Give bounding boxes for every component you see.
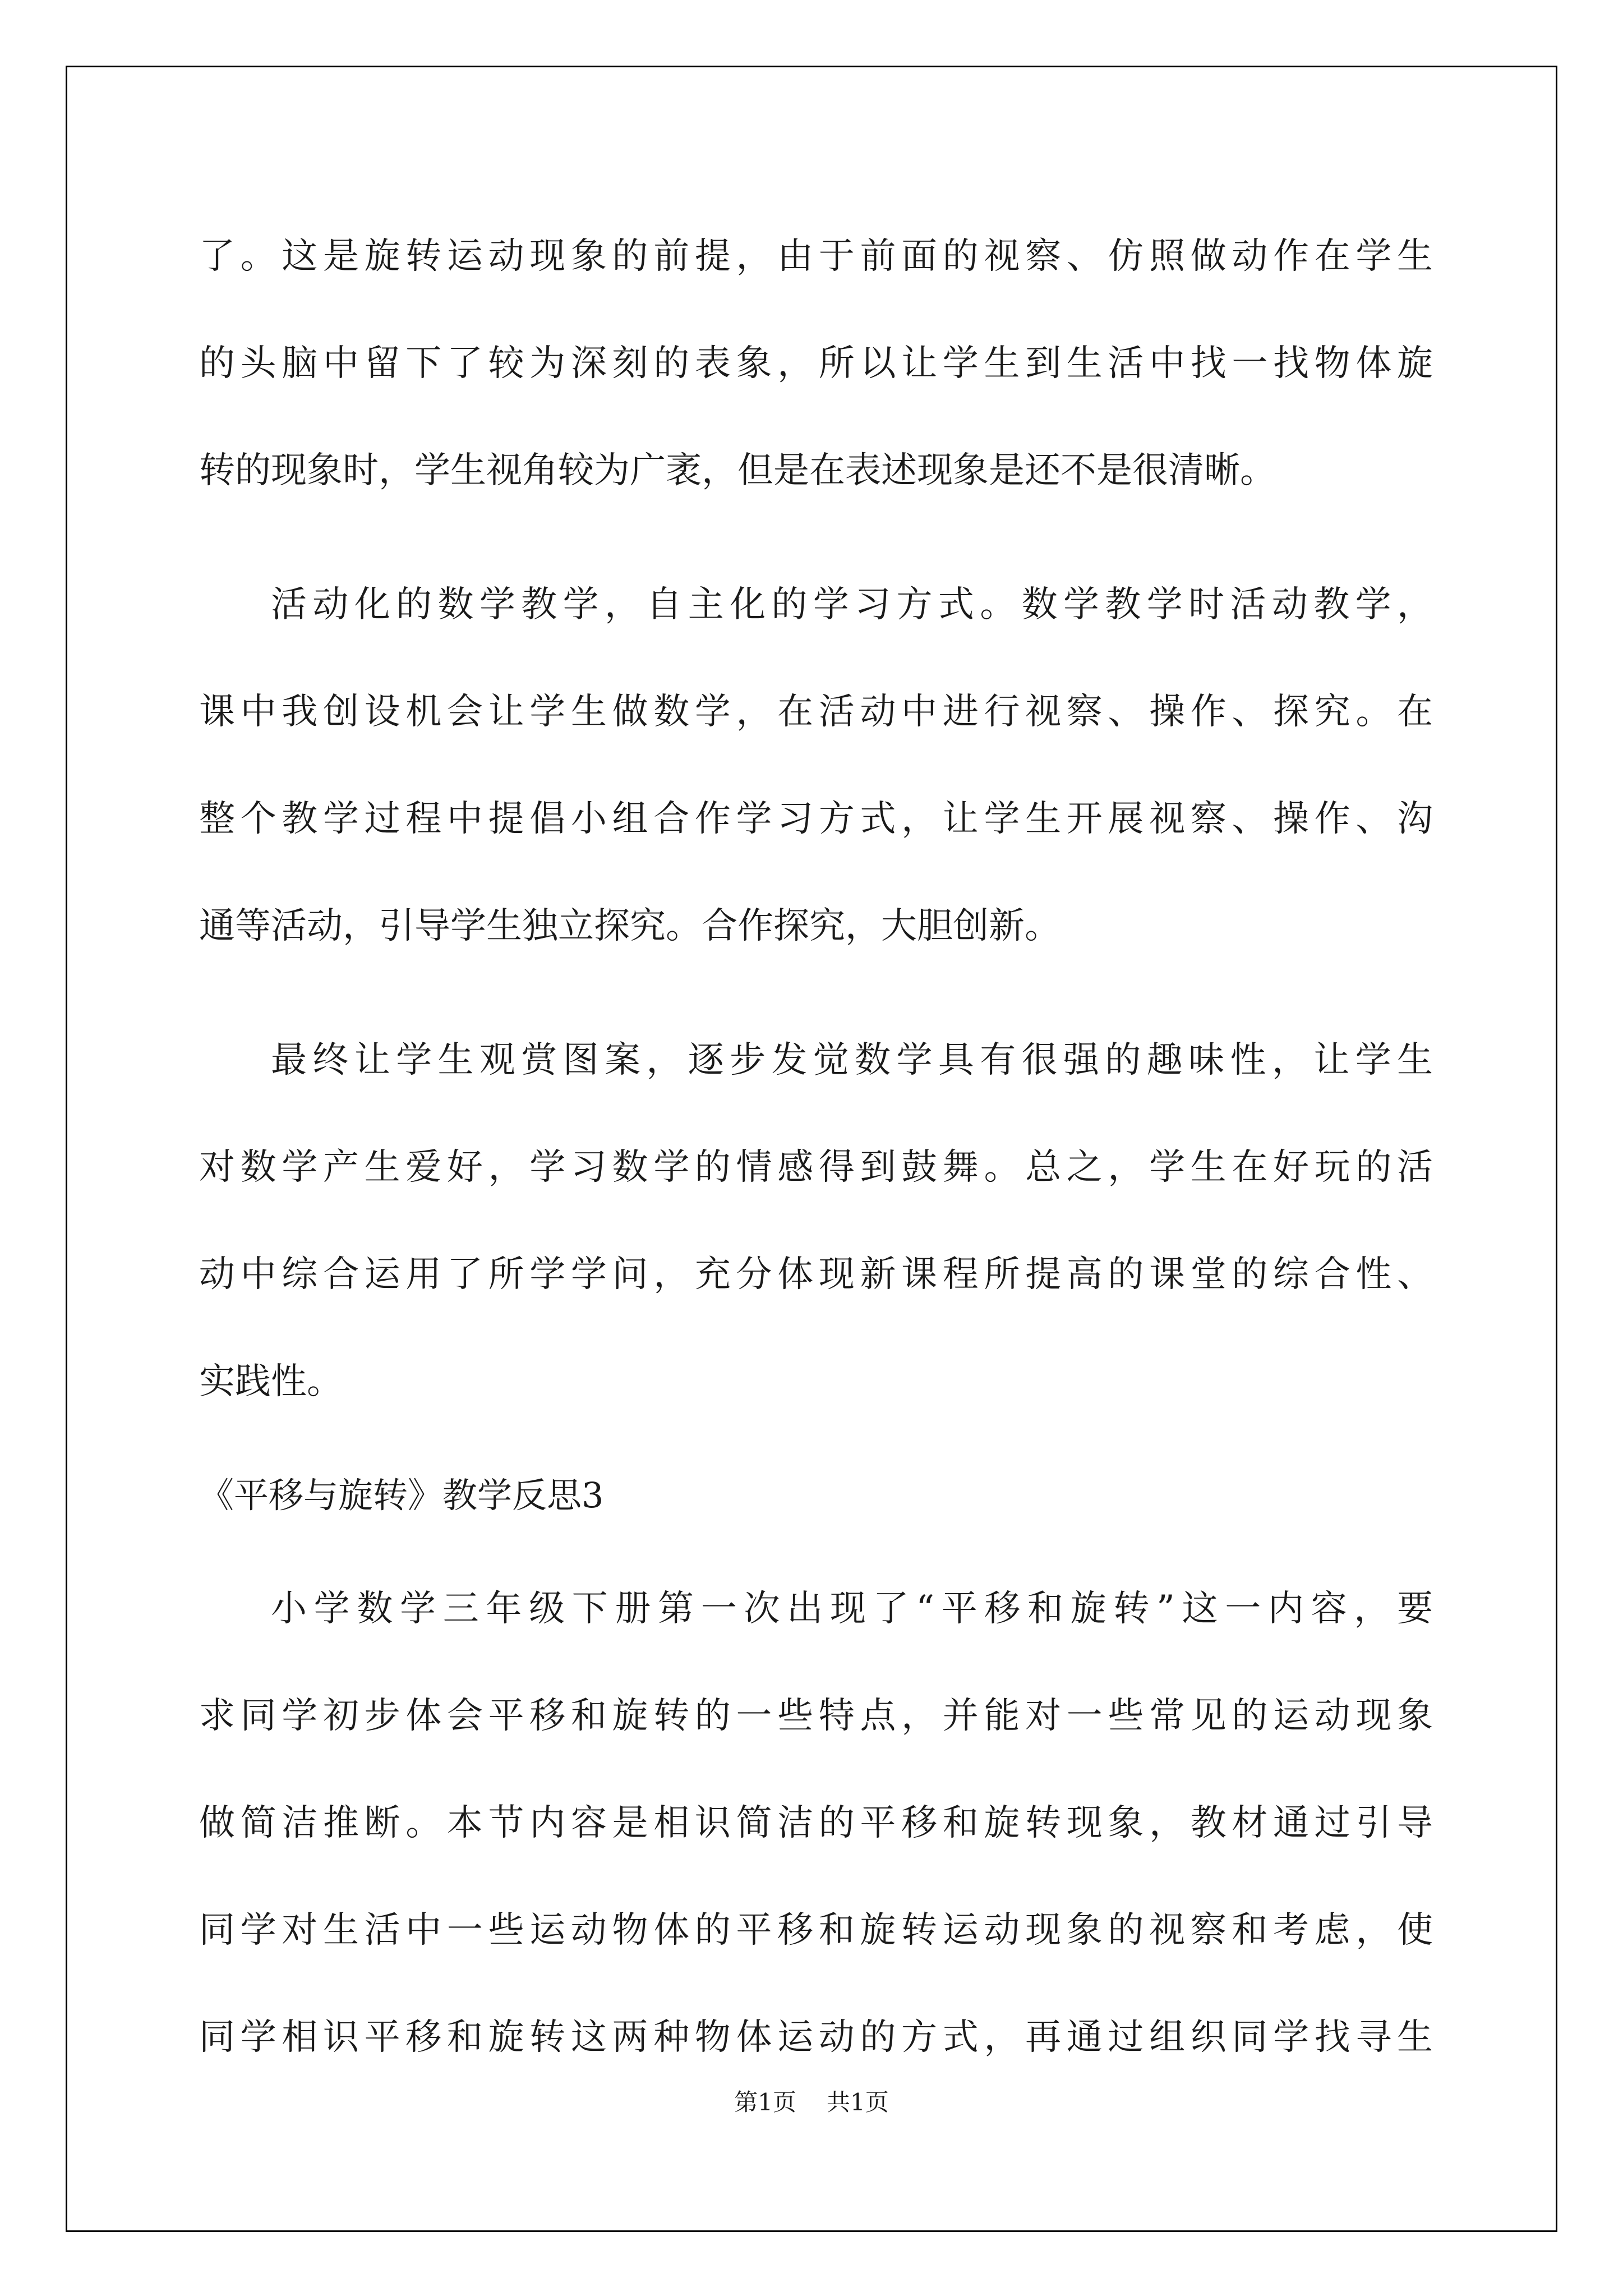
text-line: 对数学产生爱好，学习数学的情感得到鼓舞。总之，学生在好玩的活 bbox=[199, 1147, 1433, 1188]
text-line: 活动化的数学教学，自主化的学习方式。数学教学时活动教学， bbox=[271, 584, 1433, 625]
text-line: 小学数学三年级下册第一次出现了“平移和旋转”这一内容，要 bbox=[271, 1588, 1433, 1630]
text-line: 同学相识平移和旋转这两种物体运动的方式，再通过组织同学找寻生 bbox=[199, 2017, 1433, 2058]
text-line: 实践性。 bbox=[199, 1361, 343, 1402]
text-line: 同学对生活中一些运动物体的平移和旋转运动现象的视察和考虑，使 bbox=[199, 1910, 1433, 1951]
text-line: 最终让学生观赏图案，逐步发觉数学具有很强的趣味性，让学生 bbox=[271, 1039, 1433, 1081]
text-line: 的头脑中留下了较为深刻的表象，所以让学生到生活中找一找物体旋 bbox=[199, 343, 1433, 384]
text-line: 整个教学过程中提倡小组合作学习方式，让学生开展视察、操作、沟 bbox=[199, 798, 1433, 840]
document-body bbox=[199, 203, 1433, 2091]
text-line: 求同学初步体会平移和旋转的一些特点，并能对一些常见的运动现象 bbox=[199, 1695, 1433, 1737]
text-line: 做简洁推断。本节内容是相识简洁的平移和旋转现象，教材通过引导 bbox=[199, 1802, 1433, 1844]
text-line: 转的现象时，学生视角较为广袤，但是在表述现象是还不是很清晰。 bbox=[199, 450, 1276, 491]
paragraph-conclusion bbox=[199, 1007, 1433, 1435]
paragraph-activity-teaching bbox=[199, 551, 1433, 980]
page-total: 共1页 bbox=[827, 2088, 889, 2116]
section-heading: 《平移与旋转》教学反思3 bbox=[199, 1475, 604, 1516]
page-number: 第1页 bbox=[734, 2088, 796, 2116]
text-line: 了。这是旋转运动现象的前提，由于前面的视察、仿照做动作在学生 bbox=[199, 236, 1433, 277]
text-line: 动中综合运用了所学学问，充分体现新课程所提高的课堂的综合性、 bbox=[199, 1254, 1433, 1295]
text-line: 课中我创设机会让学生做数学，在活动中进行视察、操作、探究。在 bbox=[199, 691, 1433, 733]
paragraph-continuation bbox=[199, 203, 1433, 524]
page-footer bbox=[0, 2086, 1623, 2119]
paragraph-section-intro bbox=[199, 1556, 1433, 2091]
text-line: 通等活动，引导学生独立探究。合作探究，大胆创新。 bbox=[199, 905, 1061, 947]
